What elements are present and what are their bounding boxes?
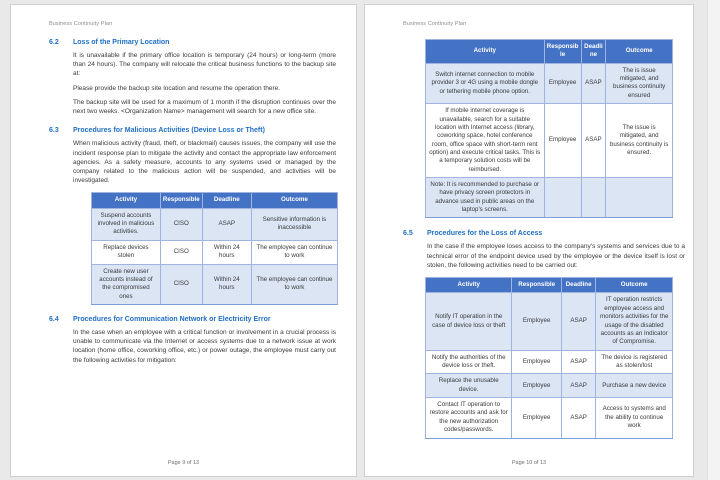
- page-number-footer: Page 10 of 13: [511, 460, 547, 466]
- table-cell: Employee: [544, 63, 581, 103]
- table-cell: ASAP: [581, 104, 606, 178]
- section-heading-6-4: [49, 316, 336, 323]
- section-title: Loss of the Primary Location: [73, 39, 170, 46]
- table-cell: ASAP: [561, 293, 596, 350]
- paragraph: Please provide the backup site location and resume the operation there.: [73, 84, 281, 92]
- paragraph: It is unavailable if the primary office location is temporary (24 hours) or long-term (more than 24 hours). The company will relocate the critical business functions to the backup site at:: [73, 52, 336, 78]
- table-cell: CISO: [160, 208, 202, 240]
- table-cell: Employee: [512, 374, 561, 398]
- table-cell: ASAP: [561, 350, 596, 374]
- paragraph: The backup site will be used for a maximum of 1 month if the disruption continues over the next two weeks. <Organization Name> management will search for a new office site.: [73, 98, 336, 116]
- page-number-footer: Page 9 of 13: [167, 460, 200, 466]
- paragraph: In the case if the employee loses access to the company's systems and services due to a technical error of the endpoint device used by the employee or the device itself is lost or stolen, the following activities need to be carried out:: [427, 243, 685, 269]
- table-cell: ASAP: [561, 398, 596, 438]
- column-header: Activity: [426, 40, 545, 64]
- section-title: Procedures for Communication Network or Electricity Error: [73, 316, 271, 323]
- table-cell: Employee: [512, 398, 561, 438]
- column-header: Responsible: [512, 278, 561, 293]
- table-cell: ASAP: [202, 208, 251, 240]
- table-cell: Note: It is recommended to purchase or have privacy screen protectors in advance used in public areas on the laptop's screens.: [426, 178, 545, 218]
- table-cell: Replace devices stolen: [92, 240, 161, 264]
- table-header-row: [92, 193, 338, 208]
- table-cell: Sensitive information is inaccessible: [251, 208, 337, 240]
- table-row: [92, 240, 338, 264]
- page-9: [10, 4, 357, 477]
- table-row: [426, 104, 673, 178]
- column-header: Outcome: [596, 278, 673, 293]
- table-cell: [544, 178, 581, 218]
- section-heading-6-2: [49, 39, 336, 46]
- column-header: Outcome: [606, 40, 673, 64]
- table-row: [426, 178, 673, 218]
- column-header: Outcome: [251, 193, 337, 208]
- table-cell: Contact IT operation to restore accounts and ask for the new authorization codes/passwords.: [426, 398, 512, 438]
- table-cell: ASAP: [561, 374, 596, 398]
- section-heading-6-5: [403, 230, 685, 237]
- paragraph: When malicious activity (fraud, theft, or blackmail) causes issues, the company will use the incident response plan to mitigate the activity and contact the appropriate law enforcement agencies. As a safety measure, accounts to any systems used or managed by the company related to the malicious action will be suspended, and activities will be investigated.: [73, 140, 336, 185]
- table-cell: CISO: [160, 264, 202, 304]
- table-cell: The device is registered as stolen/lost: [596, 350, 673, 374]
- table-row: [426, 350, 673, 374]
- table-row: [92, 208, 338, 240]
- column-header: Responsible: [160, 193, 202, 208]
- table-cell: The is issue mitigated, and business continuity ensured: [606, 63, 673, 103]
- table-row: [426, 293, 673, 350]
- table-cell: Switch internet connection to mobile provider 3 or 4G using a mobile dongle or tethering mobile phone option.: [426, 63, 545, 103]
- table-cell: If mobile internet coverage is unavailable, search for a suitable location with Internet access (library, coworking space, hotel conference room, office space with short-term rent option) and execute critical tasks. This is a temporary solution costs will be reimbursed.: [426, 104, 545, 178]
- section-number: 6.5: [403, 230, 413, 238]
- table-cell: Employee: [544, 104, 581, 178]
- table-cell: Notify IT operation in the case of device loss or theft: [426, 293, 512, 350]
- vertical-scrollbar[interactable]: [707, 0, 720, 480]
- section-title: Procedures for the Loss of Access: [427, 230, 543, 238]
- table-row: [426, 374, 673, 398]
- section-number: 6.2: [49, 39, 59, 46]
- table-cell: [606, 178, 673, 218]
- table-row: [92, 264, 338, 304]
- table-cell: Within 24 hours: [202, 240, 251, 264]
- section-number: 6.4: [49, 316, 59, 323]
- column-header: Deadline: [202, 193, 251, 208]
- table-row: [426, 398, 673, 438]
- loss-of-access-table: [425, 277, 673, 438]
- table-cell: The issue is mitigated, and business continuity is ensured.: [606, 104, 673, 178]
- table-cell: CISO: [160, 240, 202, 264]
- network-error-table: [425, 39, 673, 218]
- running-header: Business Continuity Plan: [403, 21, 467, 27]
- table-cell: Purchase a new device: [596, 374, 673, 398]
- malicious-activities-table: [91, 192, 338, 305]
- section-title: Procedures for Malicious Activities (Device Loss or Theft): [73, 127, 265, 135]
- running-header: Business Continuity Plan: [49, 21, 113, 27]
- column-header: Deadline: [561, 278, 596, 293]
- table-cell: The employee can continue to work: [251, 240, 337, 264]
- table-cell: Replace the unusable device.: [426, 374, 512, 398]
- table-cell: Create new user accounts instead of the compromised ones: [92, 264, 161, 304]
- table-cell: Suspend accounts involved in malicious activities.: [92, 208, 161, 240]
- table-cell: ASAP: [581, 63, 606, 103]
- page-10: [364, 4, 694, 477]
- table-cell: Notify the authorities of the device loss or theft.: [426, 350, 512, 374]
- paragraph: In the case when an employee with a critical function or involvement in a crucial process is unable to communicate via the Internet or access systems due to a network issue at work location (home office, coworking office, etc.) or power outage, the employee must carry out the following activities for mitigation:: [73, 329, 336, 364]
- column-header: Deadline: [581, 40, 606, 64]
- table-cell: The employee can continue to work: [251, 264, 337, 304]
- table-cell: Employee: [512, 350, 561, 374]
- table-cell: Within 24 hours: [202, 264, 251, 304]
- section-heading-6-3: [49, 127, 336, 134]
- table-cell: Employee: [512, 293, 561, 350]
- section-number: 6.3: [49, 127, 59, 135]
- table-header-row: [426, 40, 673, 64]
- table-cell: IT operation restricts employee access and monitors activities for the usage of the disabled accounts as an Indicator of Compromise.: [596, 293, 673, 350]
- table-cell: Access to systems and the ability to continue work: [596, 398, 673, 438]
- table-row: [426, 63, 673, 103]
- column-header: Responsible: [544, 40, 581, 64]
- column-header: Activity: [426, 278, 512, 293]
- table-header-row: [426, 278, 673, 293]
- column-header: Activity: [92, 193, 161, 208]
- table-cell: [581, 178, 606, 218]
